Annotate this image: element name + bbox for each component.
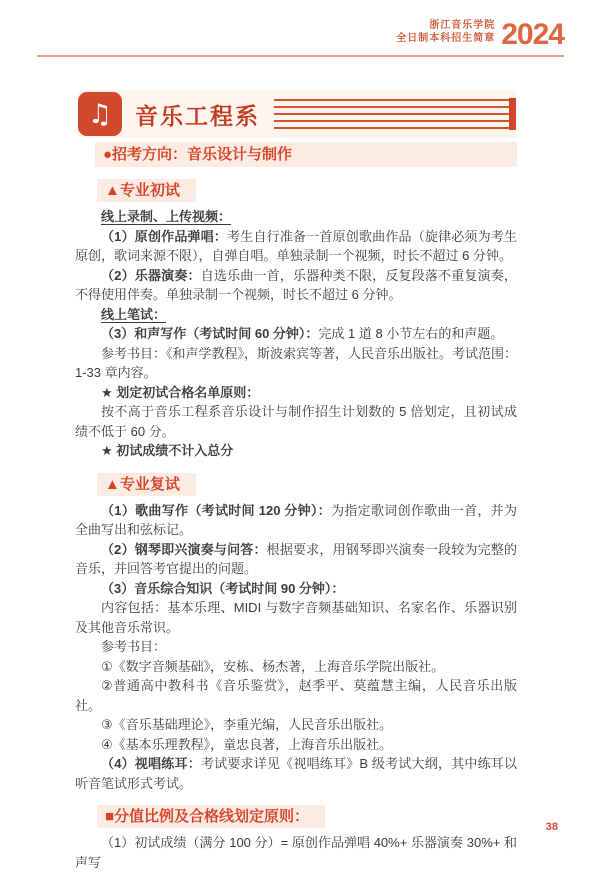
rule-shortlist-principle: ★ 划定初试合格名单原则： bbox=[101, 384, 260, 400]
page-number: 38 bbox=[545, 821, 558, 833]
music-note-icon bbox=[78, 92, 122, 136]
paragraph-shortlist-detail: 按不高于音乐工程系音乐设计与制作招生计划数的 5 倍划定，且初试成绩不低于 60 分。 bbox=[75, 404, 517, 439]
book-list-item-4: ④《基本乐理教程》，童忠良著，上海音乐出版社。 bbox=[101, 736, 393, 752]
paragraph-lead: （1）歌曲写作（考试时间 120 分钟）： bbox=[101, 502, 332, 518]
header-text-block bbox=[396, 19, 495, 47]
page-content bbox=[75, 142, 517, 872]
paragraph-text: 为指定歌词创作歌曲一首，并为全曲写出和弦标记。 bbox=[75, 502, 517, 537]
subheading-online-written-test-text: 线上笔试： bbox=[101, 306, 167, 322]
book-list-item-1: ①《数字音频基础》，安栋、杨杰著，上海音乐学院出版社。 bbox=[101, 658, 445, 674]
paragraph-text: 考生自行准备一首原创歌曲作品（旋律必须为考生原创，歌词来源不限），自弹自唱。单独录制一个视频，时长不超过 6 分钟。 bbox=[75, 228, 517, 263]
paragraph-text: 自选乐曲一首，乐器种类不限，反复段落不重复演奏，不得使用伴奏。单独录制一个视频，时长不超过 6 分钟。 bbox=[75, 267, 517, 302]
paragraph-instrument-performance bbox=[75, 266, 517, 305]
paragraph-original-song bbox=[75, 227, 517, 266]
book-list-item-3: ③《音乐基础理论》，李重光编，人民音乐出版社。 bbox=[101, 717, 393, 732]
section-heading-score-ratio: ■分值比例及合格线划定原则： bbox=[97, 805, 325, 828]
paragraph-piano-improvisation bbox=[75, 540, 517, 579]
paragraph-lead: （2）钢琴即兴演奏与问答： bbox=[101, 541, 267, 557]
paragraph-lead: （3）音乐综合知识（考试时间 90 分钟）： bbox=[101, 580, 345, 596]
paragraph-text: 根据要求，用钢琴即兴演奏一段较为完整的音乐，并回答考官提出的问题。 bbox=[75, 541, 517, 576]
header-brochure-title: 全日制本科招生简章 bbox=[396, 33, 496, 44]
section-heading-second-round-exam: ▲专业复试 bbox=[97, 473, 196, 496]
paragraph-text: 完成 1 道 8 小节左右的和声题。 bbox=[318, 326, 504, 341]
subheading-online-recording bbox=[75, 207, 517, 227]
paragraph-score-formula: （1）初试成绩（满分 100 分）= 原创作品弹唱 40%+ 乐器演奏 30%+ 和声写 bbox=[75, 835, 517, 870]
paragraph-reference-book-harmony: 参考书目：《和声学教程》，斯波索宾等著，人民音乐出版社。考试范围：1-33 章内容。 bbox=[75, 345, 518, 380]
department-banner bbox=[78, 90, 516, 138]
paragraph-lead: （1）原创作品弹唱： bbox=[101, 228, 228, 244]
paragraph-music-knowledge bbox=[75, 579, 517, 599]
book-list-item-2: ②普通高中教科书《音乐鉴赏》，赵季平、莫蕴慧主编，人民音乐出版社。 bbox=[75, 678, 517, 713]
admission-direction-bar: ●招考方向：音乐设计与制作 bbox=[95, 142, 517, 167]
paragraph-knowledge-scope: 内容包括：基本乐理、MIDI 与数字音频基础知识、名家名作、乐器识别及其他音乐常识。 bbox=[75, 600, 517, 635]
page-header bbox=[396, 18, 564, 51]
header-divider bbox=[37, 55, 564, 57]
paragraph-reference-books-label: 参考书目： bbox=[101, 639, 167, 654]
department-title: 音乐工程系 bbox=[135, 102, 260, 129]
music-note-glyph: ♫ bbox=[87, 98, 113, 130]
rule-score-not-counted: ★ 初试成绩不计入总分 bbox=[101, 443, 234, 458]
subheading-online-recording-text: 线上录制、上传视频： bbox=[101, 209, 232, 224]
paragraph-song-writing bbox=[75, 501, 517, 540]
paragraph-lead: （3）和声写作（考试时间 60 分钟）： bbox=[101, 326, 319, 341]
section-heading-preliminary-exam: ▲专业初试 bbox=[97, 179, 196, 202]
paragraph-lead: （2）乐器演奏： bbox=[101, 267, 201, 283]
subheading-online-written-test bbox=[75, 305, 517, 325]
header-year: 2024 bbox=[501, 18, 564, 51]
paragraph-harmony-writing bbox=[75, 324, 517, 344]
paragraph-text: 考试要求详见《视唱练耳》B 级考试大纲，其中练耳以听音笔试形式考试。 bbox=[75, 756, 517, 791]
staff-lines-decoration bbox=[274, 99, 516, 129]
paragraph-lead: （4）视唱练耳： bbox=[101, 756, 201, 771]
header-school-name: 浙江音乐学院 bbox=[429, 20, 496, 31]
paragraph-sight-singing bbox=[75, 754, 517, 793]
